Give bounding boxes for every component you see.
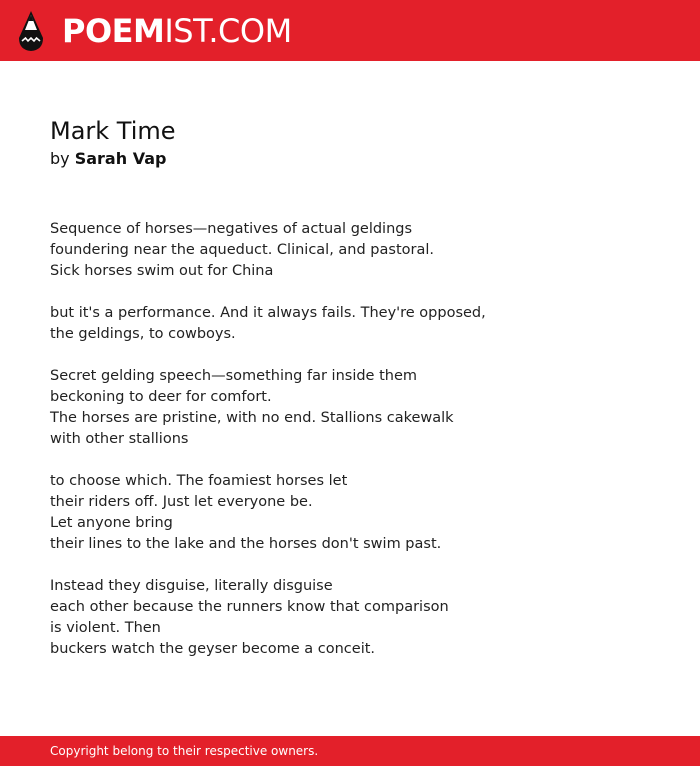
- poem-line: but it's a performance. And it always fails. They're opposed,: [50, 305, 486, 321]
- poem-title: Mark Time: [50, 117, 176, 145]
- copyright-notice: Copyright belong to their respective owners.: [50, 744, 319, 758]
- poem-line: Instead they disguise, literally disguise: [50, 578, 333, 594]
- poem-body: [50, 219, 650, 681]
- poem-stanza: [50, 576, 650, 660]
- poem-line: Secret gelding speech—something far inside them: [50, 368, 418, 384]
- poem-line: is violent. Then: [50, 620, 161, 636]
- poem-stanza: [50, 219, 650, 282]
- poem-stanza: [50, 366, 650, 450]
- site-header: [0, 0, 700, 61]
- poem-line: their riders off. Just let everyone be.: [50, 494, 313, 510]
- poem-stanza: [50, 471, 650, 555]
- poem-line: each other because the runners know that comparison: [50, 599, 449, 615]
- poem-line: foundering near the aqueduct. Clinical, and pastoral.: [50, 242, 434, 258]
- poem-stanza: [50, 303, 650, 345]
- poem-line: their lines to the lake and the horses don't swim past.: [50, 536, 442, 552]
- pencil-tip-icon[interactable]: [17, 10, 45, 52]
- poem-line: The horses are pristine, with no end. Stallions cakewalk: [50, 410, 454, 426]
- poem-line: Sequence of horses—negatives of actual geldings: [50, 221, 413, 237]
- site-footer: [0, 736, 700, 766]
- poem-line: Let anyone bring: [50, 515, 173, 531]
- poem-line: buckers watch the geyser become a conceit.: [50, 641, 376, 657]
- logo-text-light: IST.COM: [164, 12, 292, 50]
- poem-author: Sarah Vap: [74, 149, 167, 168]
- poem-line: with other stallions: [50, 431, 189, 447]
- poem-line: the geldings, to cowboys.: [50, 326, 236, 342]
- site-logo[interactable]: [62, 11, 292, 51]
- poem-byline: [50, 148, 166, 170]
- poem-line: beckoning to deer for comfort.: [50, 389, 272, 405]
- logo-text-bold: POEM: [62, 12, 165, 50]
- byline-prefix: by: [50, 149, 70, 168]
- poem-line: to choose which. The foamiest horses let: [50, 473, 348, 489]
- poem-line: Sick horses swim out for China: [50, 263, 274, 279]
